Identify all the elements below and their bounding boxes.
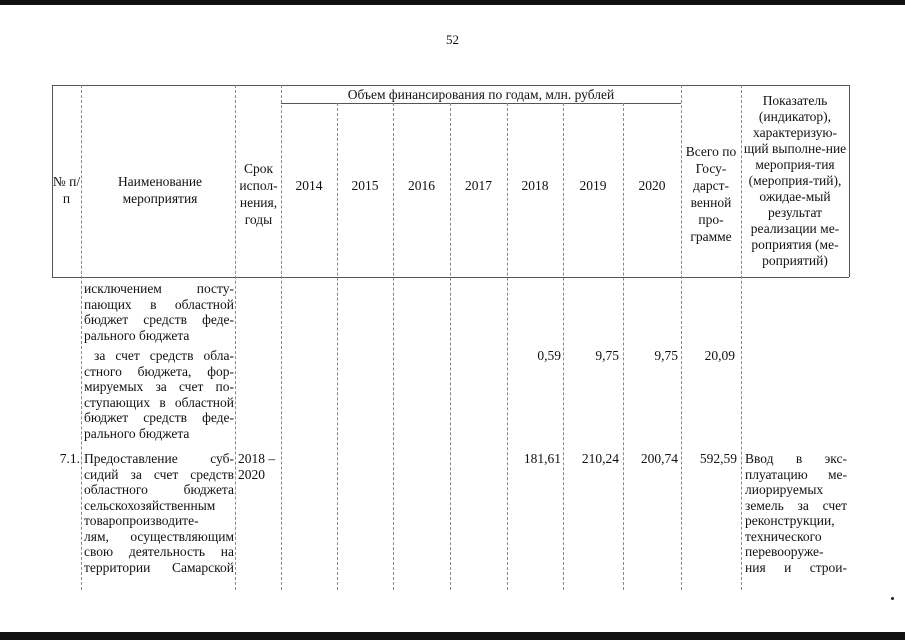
scan-bottom-edge [0,632,905,640]
year-2014: 2014 [295,178,323,193]
header-indicator: Показатель (индикатор), характеризую-щий выполне-ние мероприя-тия (мероприя-тий), ожидае-мый результат реализации ме-роприятия (ме-роприятий) [743,93,847,268]
header-number: № п/п [52,174,81,206]
page-number: 52 [446,32,459,47]
text-line: плуатацию ме- [745,466,847,482]
sub-value-2018: 0,59 [537,348,561,363]
r71-value-2020: 200,74 [640,451,678,466]
r71-value-2018: 181,61 [523,451,561,466]
header-total: Всего по Госу-дарст-венной про-грамме [685,144,737,244]
r71-value-2019: 210,24 [581,451,619,466]
row-number-7-1: 7.1. [59,451,80,466]
text-line: сидий за счет средств [84,466,234,482]
header-funding-group: Объем финансирования по годам, млн. рублей [347,86,615,102]
text-line: товаропроизводите- [84,513,199,528]
year-2018: 2018 [521,178,549,193]
header-term: Срок испол-нения, годы [239,161,278,227]
sub-value-2019: 9,75 [595,348,619,363]
text-line: свою деятельность на [84,544,234,559]
r71-indicator-cell [745,451,847,575]
text-line: Ввод в экс- [745,451,847,466]
year-2016: 2016 [408,178,435,193]
r71-name-cell [84,451,234,575]
text-line: сельскохозяйственным [84,497,216,513]
text-line: технического [745,528,822,544]
text-line: рального бюджета [84,327,190,343]
text-line: перевооруже- [745,544,824,559]
scan-speck [891,597,894,600]
text-line: исключением посту- [84,281,234,296]
text-line: стного бюджета, фор- [84,363,234,379]
r71-term-cell [238,451,280,482]
text-line: территории Самарской [84,559,234,575]
text-line: бюджет средств феде- [84,410,234,425]
text-line: 2020 [238,466,265,482]
text-line: пающих в областной [84,296,234,312]
text-line: 2018 – [238,451,276,466]
year-2017: 2017 [465,178,492,193]
sub-value-2020: 9,75 [654,348,678,363]
cont-name-cell [84,281,234,343]
text-line: земель за счет [745,497,847,513]
year-2015: 2015 [351,178,379,193]
text-line: за счет средств обла- [94,348,234,363]
header-name: Наименование мероприятия [117,174,203,206]
text-line: лям, осуществляющим [84,528,234,544]
r71-value-total: 592,59 [699,451,737,466]
text-line: бюджет средств феде- [84,312,234,327]
sub-name-cell [84,348,234,441]
year-2019: 2019 [579,178,607,193]
scan-top-edge [0,0,905,5]
sub-value-total: 20,09 [704,348,735,363]
text-line: рального бюджета [84,425,190,441]
text-line: Предоставление суб- [84,451,234,466]
text-line: ния и строи- [745,559,847,575]
text-line: ступающих в областной [84,394,234,410]
text-line: мируемых за счет по- [84,379,234,394]
text-line: областного бюджета [84,482,234,497]
text-line: лиорируемых [745,482,824,497]
year-2020: 2020 [638,178,666,193]
text-line: реконструкции, [745,513,835,528]
